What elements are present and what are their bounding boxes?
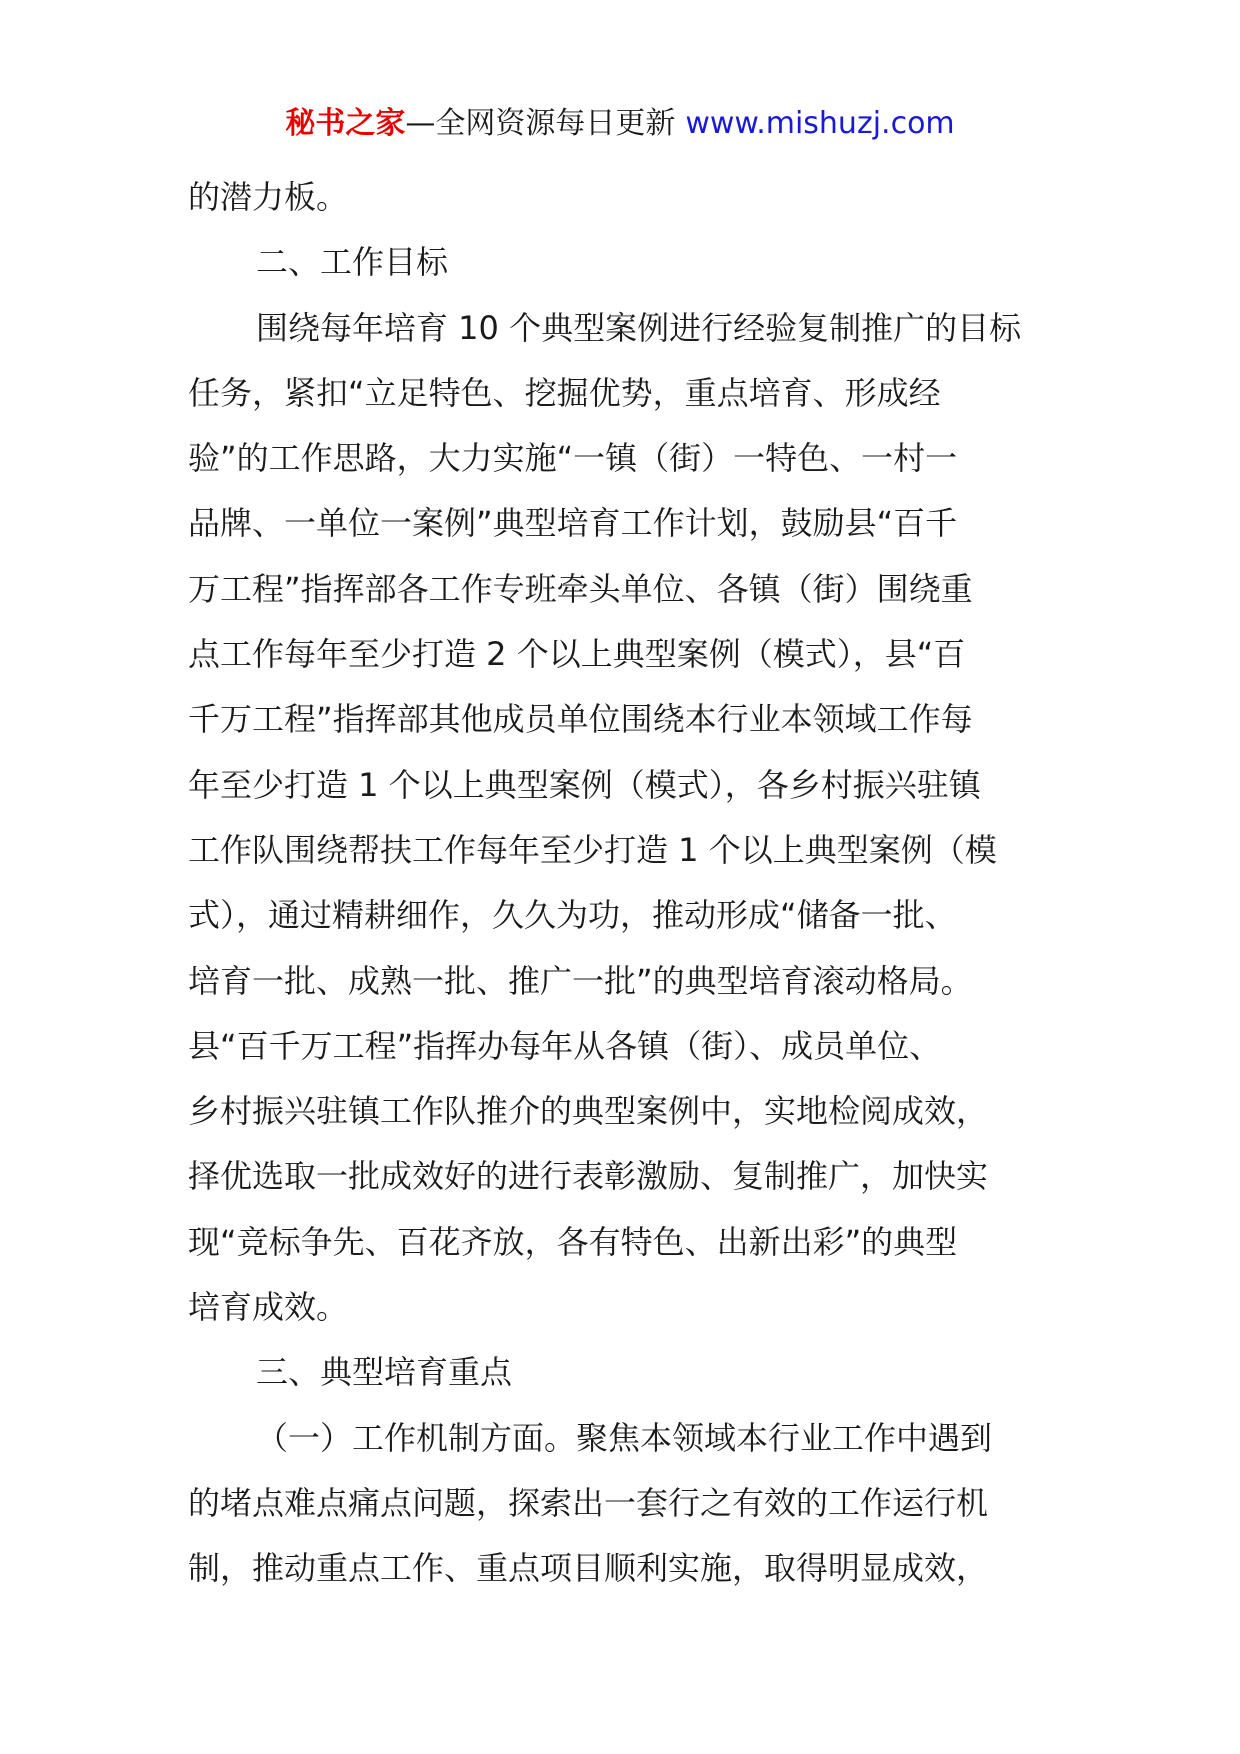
text-line: 式），通过精耕细作，久久为功，推动形成“储备一批、 [188,896,957,935]
text-line: 制，推动重点工作、重点项目顺利实施，取得明显成效， [188,1549,989,1588]
text-line: 培育成效。 [188,1288,349,1327]
text-line: 任务，紧扣“立足特色、挖掘优势，重点培育、形成经 [188,373,941,412]
text-line: 品牌、一单位一案例”典型培育工作计划，鼓励县“百千 [188,504,958,543]
text-line: 择优选取一批成效好的进行表彰激励、复制推广，加快实 [188,1157,989,1196]
text-line: 万工程”指挥部各工作专班牵头单位、各镇（街）围绕重 [188,569,973,608]
text-line: 点工作每年至少打造 2 个以上典型案例（模式），县“百 [188,635,966,674]
text-line: 培育一批、成熟一批、推广一批”的典型培育滚动格局。 [188,961,973,1000]
text-line: 年至少打造 1 个以上典型案例（模式），各乡村振兴驻镇 [188,765,981,804]
text-line: 现“竞标争先、百花齐放，各有特色、出新出彩”的典型 [188,1222,958,1261]
text-line: （一）工作机制方面。聚焦本领域本行业工作中遇到 [256,1418,993,1457]
text-line: 三、典型培育重点 [256,1353,513,1392]
text-line: 二、工作目标 [256,243,449,282]
text-line: 的堵点难点痛点问题，探索出一套行之有效的工作运行机 [188,1483,989,1522]
text-line: 工作队围绕帮扶工作每年至少打造 1 个以上典型案例（模 [188,830,997,869]
text-line: 县“百千万工程”指挥办每年从各镇（街）、成员单位、 [188,1026,942,1065]
site-url-link[interactable]: www.mishuzj.com [685,106,955,141]
text-line: 围绕每年培育 10 个典型案例进行经验复制推广的目标 [256,308,1022,347]
text-line: 乡村振兴驻镇工作队推介的典型案例中，实地检阅成效， [188,1092,989,1131]
site-brand: 秘书之家 [285,106,406,141]
site-header [0,100,1240,148]
text-line: 验”的工作思路，大力实施“一镇（街）一特色、一村一 [188,439,958,478]
site-tagline: —全网资源每日更新 [405,106,676,141]
document-body [188,165,1058,1602]
text-line: 千万工程”指挥部其他成员单位围绕本行业本领域工作每 [188,700,973,739]
text-line: 的潜力板。 [188,178,349,216]
